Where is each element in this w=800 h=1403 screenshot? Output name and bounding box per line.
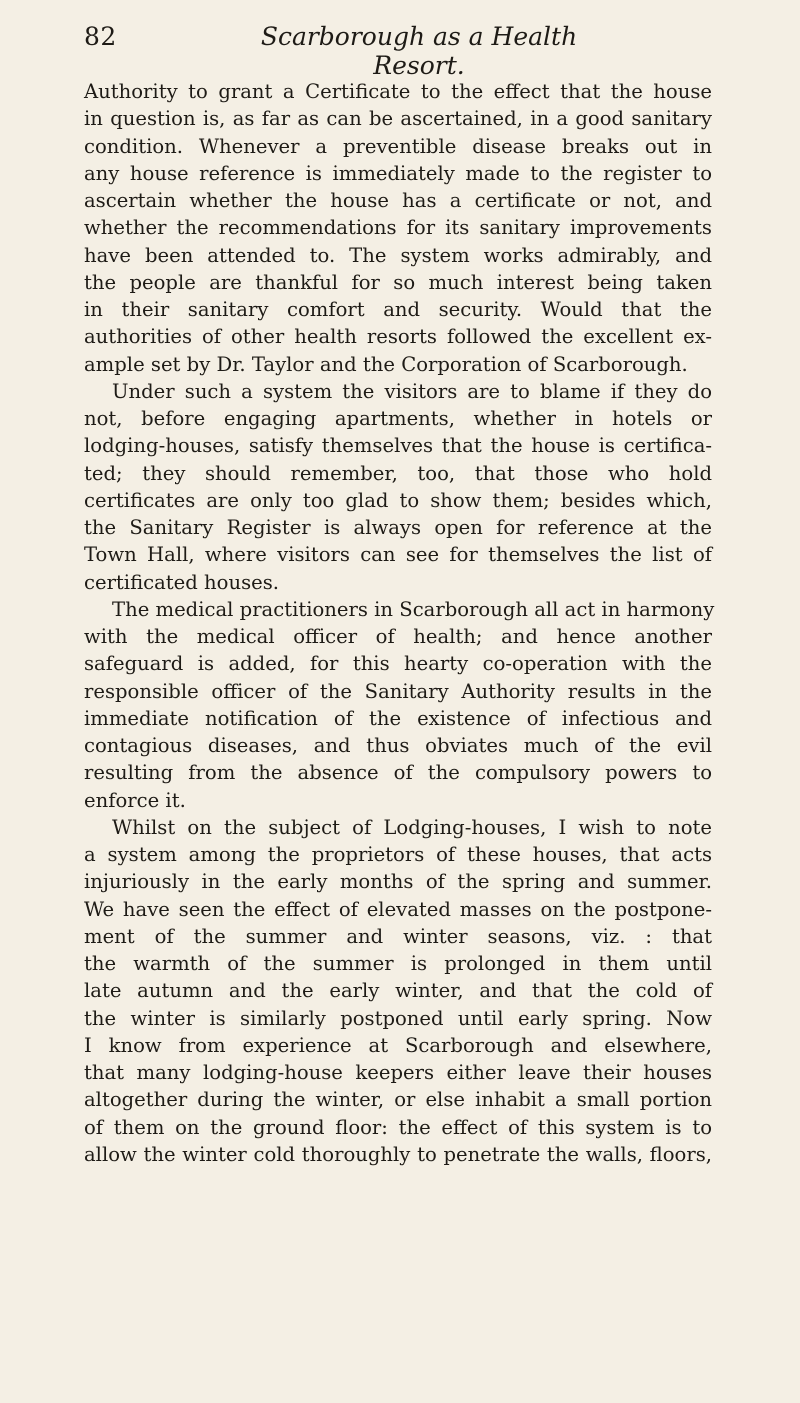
text-line: of them on the ground floor: the effect of this system is to	[84, 1115, 712, 1139]
text-line: a system among the proprietors of these houses, that acts	[84, 843, 712, 866]
text-line: allow the winter cold thoroughly to penetrate the walls, floors,	[84, 1142, 712, 1166]
text-line: The medical practitioners in Scarborough all act in harmony	[112, 597, 715, 621]
text-line: whether the recommendations for its sanitary improvements	[84, 216, 712, 240]
text-line: in question is, as far as can be ascertained, in a good sanitary	[84, 107, 712, 131]
text-line: immediate notification of the existence of infectious and	[84, 706, 712, 730]
text-line: lodging-houses, satisfy themselves that the house is certifica-	[84, 434, 712, 458]
text-line: late autumn and the early winter, and that the cold of	[84, 979, 712, 1003]
text-line: contagious diseases, and thus obviates much of the evil	[84, 734, 712, 757]
text-line: altogether during the winter, or else inhabit a small portion	[84, 1088, 712, 1112]
paragraph-4	[84, 814, 712, 1168]
text-line: certificates are only too glad to show them; besides which,	[84, 488, 712, 512]
text-line: have been attended to. The system works admirably, and	[84, 243, 712, 267]
text-line: Under such a system the visitors are to blame if they do	[112, 379, 712, 403]
paragraph-1	[84, 78, 712, 378]
text-line: Town Hall, where visitors can see for themselves the list of	[84, 543, 712, 567]
running-title: Scarborough as a Health Resort.	[260, 22, 578, 80]
text-line: the Sanitary Register is always open for reference at the	[84, 516, 712, 539]
text-line: authorities of other health resorts followed the excellent ex-	[84, 325, 712, 349]
paragraph-3	[84, 596, 715, 814]
text-line: Authority to grant a Certificate to the effect that the house	[84, 80, 712, 103]
text-line: the people are thankful for so much interest being taken	[84, 270, 712, 294]
body-text	[84, 78, 715, 1168]
text-line: any house reference is immediately made to the register to	[84, 161, 712, 185]
page-number: 82	[84, 22, 117, 51]
text-line: ascertain whether the house has a certificate or not, and	[84, 189, 712, 212]
text-line: that many lodging-house keepers either leave their houses	[84, 1061, 712, 1084]
text-line: certificated houses.	[84, 570, 280, 594]
text-line: We have seen the effect of elevated masses on the postpone-	[84, 897, 712, 921]
text-line: injuriously in the early months of the spring and summer.	[84, 870, 712, 894]
text-line: in their sanitary comfort and security. Would that the	[84, 298, 712, 321]
text-line: the winter is similarly postponed until early spring. Now	[84, 1006, 712, 1030]
text-line: condition. Whenever a preventible disease breaks out in	[84, 134, 712, 158]
text-line: enforce it.	[84, 788, 186, 812]
paragraph-2	[84, 378, 712, 596]
page-header	[84, 22, 724, 80]
text-line: responsible officer of the Sanitary Authority results in the	[84, 679, 712, 703]
text-line: ted; they should remember, too, that those who hold	[84, 461, 712, 485]
text-line: ample set by Dr. Taylor and the Corporation of Scarborough.	[84, 352, 688, 376]
text-line: safeguard is added, for this hearty co-operation with the	[84, 652, 712, 676]
text-line: the warmth of the summer is prolonged in them until	[84, 952, 712, 975]
text-line: not, before engaging apartments, whether in hotels or	[84, 407, 712, 430]
text-line: resulting from the absence of the compulsory powers to	[84, 761, 712, 785]
text-line: with the medical officer of health; and hence another	[84, 625, 712, 648]
text-line: I know from experience at Scarborough and elsewhere,	[84, 1033, 712, 1057]
text-line: ment of the summer and winter seasons, viz. : that	[84, 924, 712, 948]
text-line: Whilst on the subject of Lodging-houses, I wish to note	[112, 815, 712, 839]
